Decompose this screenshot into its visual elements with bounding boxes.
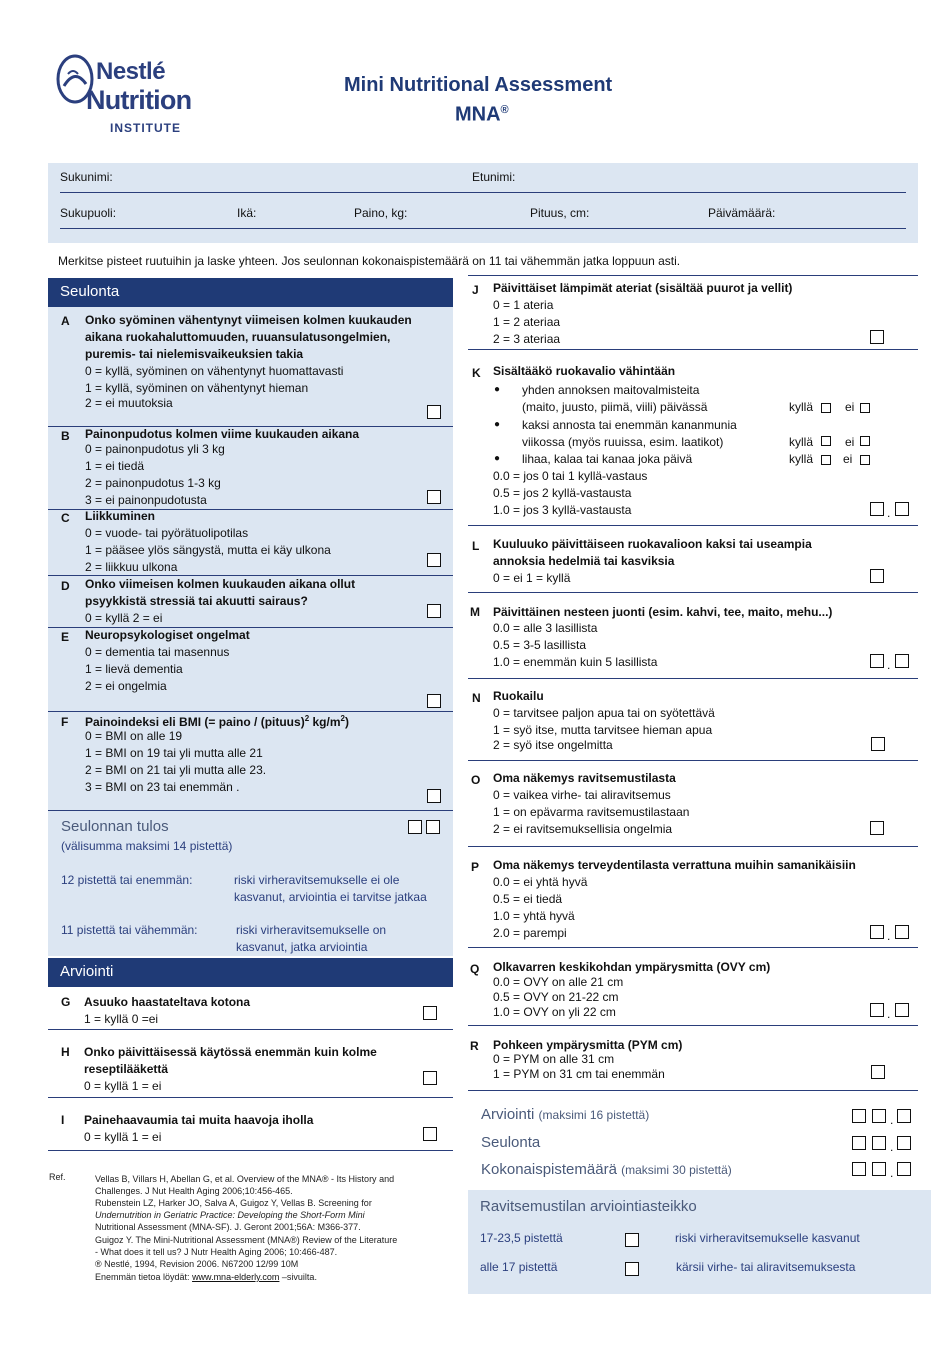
reference-line: Undernutrition in Geriatric Practice: Developing the Short-Form Mini: [95, 1210, 365, 1220]
ref-label: Ref.: [49, 1172, 66, 1182]
logo-nestle: Nestlé: [96, 58, 166, 85]
option: 0 = kyllä, syöminen on vähentynyt huomattavasti: [85, 364, 344, 378]
option: 0.5 = ei tiedä: [493, 892, 563, 906]
score-box-r[interactable]: [871, 1065, 885, 1079]
score-box-a[interactable]: [427, 405, 441, 419]
mna-label: MNA: [455, 103, 501, 126]
result-range-2: 11 pistettä tai vähemmän:: [61, 923, 198, 937]
option: 0.5 = jos 2 kyllä-vastausta: [493, 486, 632, 500]
result-range-1: 12 pistettä tai enemmän:: [61, 873, 193, 887]
option: 1 = 2 ateriaa: [493, 315, 561, 329]
option: 1 = lievä dementia: [85, 662, 183, 676]
option: 1 = PYM on 31 cm tai enemmän: [493, 1067, 665, 1081]
option: lihaa, kalaa tai kanaa joka päivä: [522, 452, 693, 466]
option: 0 = tarvitsee paljon apua tai on syötettävä: [493, 706, 715, 720]
more-info-label: Enemmän tietoa löydät:: [95, 1272, 193, 1282]
option: 2 = ei muutoksia: [85, 396, 173, 410]
question-r-text: Pohkeen ympärysmitta (PYM cm): [493, 1038, 683, 1052]
question-letter: D: [61, 579, 70, 593]
superscript: 2: [340, 714, 345, 723]
checkbox-k2-ei[interactable]: [860, 436, 870, 446]
asteikko-title: Ravitsemustilan arviointiasteikko: [480, 1198, 697, 1215]
option: (maito, juusto, piimä, viili) päivässä: [522, 400, 708, 414]
score-box-d[interactable]: [427, 604, 441, 618]
reference-line: Nutritional Assessment (MNA-SF). J. Geront 2001;56A: M366-377.: [95, 1222, 361, 1232]
option: 1.0 = jos 3 kyllä-vastausta: [493, 503, 632, 517]
question-i-text: Painehaavaumia tai muita haavoja iholla: [84, 1113, 314, 1127]
question-letter: R: [470, 1039, 479, 1053]
question-h-text: Onko päivittäisessä käytössä enemmän kuin kolme: [84, 1045, 377, 1059]
total-seulonta-box-1[interactable]: [852, 1136, 866, 1150]
score-box-o[interactable]: [870, 821, 884, 835]
question-b-text: Painonpudotus kolmen viime kuukauden aikana: [85, 427, 360, 441]
arviointi-total-title: Arviointi: [481, 1106, 535, 1123]
score-box-c[interactable]: [427, 553, 441, 567]
option: 0 = vuode- tai pyörätuolipotilas: [85, 526, 249, 540]
nestle-logo: [52, 52, 212, 138]
option: kaksi annosta tai enemmän kananmunia: [522, 418, 737, 432]
mna-website-link[interactable]: www.mna-elderly.com: [192, 1272, 280, 1282]
seulonta-header: Seulonta: [48, 278, 453, 307]
bmi-label: Painoindeksi eli BMI (= paino / (pituus): [85, 715, 305, 729]
option: 0 = kyllä 1 = ei: [84, 1079, 162, 1093]
score-box-p-2[interactable]: [895, 925, 909, 939]
divider: [60, 192, 906, 193]
question-a-text: puremis- tai nielemisvaikeuksien takia: [85, 347, 304, 361]
question-c-text: Liikkuminen: [85, 509, 156, 523]
option: 0 = dementia tai masennus: [85, 645, 230, 659]
more-info-suffix: –sivuilta.: [279, 1272, 317, 1282]
seulonnan-tulos-title: Seulonnan tulos: [61, 818, 169, 835]
question-letter: M: [470, 605, 480, 619]
question-f-text: [85, 712, 349, 729]
score-box-k-1[interactable]: [870, 502, 884, 516]
option: yhden annoksen maitovalmisteita: [522, 383, 700, 397]
asteikko-range-2: alle 17 pistettä: [480, 1260, 558, 1274]
divider: [468, 1025, 918, 1026]
question-letter: H: [61, 1045, 70, 1059]
option: 0.0 = OVY on alle 21 cm: [493, 975, 624, 989]
option: 2 = BMI on 21 tai yli mutta alle 23.: [85, 763, 267, 777]
question-o-text: Oma näkemys ravitsemustilasta: [493, 771, 676, 785]
option: 0.5 = 3-5 lasillista: [493, 638, 587, 652]
question-letter: E: [61, 630, 70, 644]
score-box-q-1[interactable]: [870, 1003, 884, 1017]
option: 2 = ei ravitsemuksellisia ongelmia: [493, 822, 673, 836]
sukupuoli-field[interactable]: Sukupuoli:: [60, 206, 117, 220]
decimal-point: .: [887, 506, 891, 520]
question-k-text: Sisältääkö ruokavalio vähintään: [493, 364, 676, 378]
option: 0 = kyllä 1 = ei: [84, 1130, 162, 1144]
question-n-text: Ruokailu: [493, 689, 544, 703]
score-box-i[interactable]: [423, 1127, 437, 1141]
question-letter: J: [472, 283, 479, 297]
total-koko-box-2[interactable]: [872, 1162, 886, 1176]
score-box-k-2[interactable]: [895, 502, 909, 516]
ika-field[interactable]: Ikä:: [237, 206, 257, 220]
reference-line: - What does it tell us? J Nutr Health Aging 2006; 10:466-487.: [95, 1247, 338, 1257]
question-letter: Q: [470, 962, 480, 976]
paino-field[interactable]: Paino, kg:: [354, 206, 408, 220]
score-box-m-2[interactable]: [895, 654, 909, 668]
total-seulonta-box-3[interactable]: [897, 1136, 911, 1150]
subtotal-box-2[interactable]: [426, 820, 440, 834]
option: 0.0 = alle 3 lasillista: [493, 621, 598, 635]
divider: [468, 1090, 918, 1091]
divider: [48, 810, 453, 811]
kylla-label: kyllä: [789, 435, 814, 449]
kylla-label: kyllä: [789, 400, 814, 414]
ei-label: ei: [843, 452, 853, 466]
question-letter: C: [61, 511, 70, 525]
decimal-point: .: [887, 929, 891, 943]
option: 1.0 = OVY on yli 22 cm: [493, 1005, 616, 1019]
option: 1 = ei tiedä: [85, 459, 145, 473]
checkbox-k1-ei[interactable]: [860, 403, 870, 413]
option: 1 = pääsee ylös sängystä, mutta ei käy ulkona: [85, 543, 331, 557]
question-e-text: Neuropsykologiset ongelmat: [85, 628, 250, 642]
option: 1.0 = yhtä hyvä: [493, 909, 575, 923]
option: 1.0 = enemmän kuin 5 lasillista: [493, 655, 658, 669]
bullet-icon: ●: [494, 419, 501, 430]
question-p-text: Oma näkemys terveydentilasta verrattuna muihin samanikäisiin: [493, 858, 856, 872]
question-letter: O: [471, 773, 481, 787]
question-letter: G: [61, 995, 71, 1009]
score-box-j[interactable]: [870, 330, 884, 344]
question-letter: B: [61, 429, 70, 443]
decimal-point: .: [890, 1140, 894, 1154]
total-arviointi-label: [481, 1106, 649, 1123]
reference-line: ® Nestlé, 1994, Revision 2006. N67200 12/99 10M: [95, 1259, 299, 1269]
question-l-text: annoksia hedelmiä tai kasviksia: [493, 554, 675, 568]
divider: [468, 592, 918, 593]
bullet-icon: ●: [494, 384, 501, 395]
asteikko-text-2: kärsii virhe- tai aliravitsemuksesta: [676, 1260, 856, 1274]
asteikko-box-2[interactable]: [625, 1262, 639, 1276]
option: 2 = ei ongelmia: [85, 679, 167, 693]
total-koko-box-1[interactable]: [852, 1162, 866, 1176]
question-g-text: Asuuko haastateltava kotona: [84, 995, 251, 1009]
score-box-q-2[interactable]: [895, 1003, 909, 1017]
divider: [468, 846, 918, 847]
divider: [468, 349, 918, 350]
score-box-n[interactable]: [871, 737, 885, 751]
instruction-text: Merkitse pisteet ruutuihin ja laske yhteen. Jos seulonnan kokonaispistemäärä on 11 tai vähemmän jatka loppuun asti.: [58, 254, 681, 268]
question-d-text: Onko viimeisen kolmen kuukauden aikana ollut: [85, 577, 356, 591]
registered-mark: ®: [500, 104, 509, 116]
asteikko-text-1: riski virheravitsemukselle kasvanut: [675, 1231, 860, 1245]
option: 2 = liikkuu ulkona: [85, 560, 178, 574]
question-letter: A: [61, 314, 70, 328]
option: 1 = on epävarma ravitsemustilastaan: [493, 805, 690, 819]
question-d-text: psyykkistä stressiä tai akuutti sairaus?: [85, 594, 308, 608]
bullet-icon: ●: [494, 453, 501, 464]
total-seulonta-label: Seulonta: [481, 1134, 541, 1151]
option: 0 = ei 1 = kyllä: [493, 571, 571, 585]
sukunimi-field[interactable]: Sukunimi:: [60, 170, 113, 184]
score-box-b[interactable]: [427, 490, 441, 504]
divider: [468, 525, 918, 526]
option: 0 = BMI on alle 19: [85, 729, 183, 743]
question-l-text: Kuuluuko päivittäiseen ruokavalioon kaksi tai useampia: [493, 537, 812, 551]
ei-label: ei: [845, 435, 855, 449]
bmi-close: ): [344, 715, 349, 729]
koko-total-max: (maksimi 30 pistettä): [621, 1163, 732, 1177]
total-seulonta-box-2[interactable]: [872, 1136, 886, 1150]
kylla-label: kyllä: [789, 452, 814, 466]
question-letter: P: [471, 860, 480, 874]
divider: [48, 575, 453, 576]
koko-total-title: Kokonaispistemäärä: [481, 1161, 617, 1178]
page-subtitle: [455, 99, 509, 126]
divider: [60, 228, 906, 229]
result-text-1: riski virheravitsemukselle ei ole: [234, 873, 400, 887]
total-koko-box-3[interactable]: [897, 1162, 911, 1176]
total-arviointi-box-3[interactable]: [897, 1109, 911, 1123]
asteikko-box-1[interactable]: [625, 1233, 639, 1247]
subtotal-box-1[interactable]: [408, 820, 422, 834]
asteikko-range-1: 17-23,5 pistettä: [480, 1231, 563, 1245]
result-text-1: kasvanut, arviointia ei tarvitse jatkaa: [234, 890, 427, 904]
result-text-2: kasvanut, jatka arviointia: [236, 940, 368, 954]
divider: [48, 1029, 453, 1030]
decimal-point: .: [890, 1113, 894, 1127]
subtotal-note: (välisumma maksimi 14 pistettä): [61, 839, 233, 853]
page-title: Mini Nutritional Assessment: [344, 74, 613, 96]
option: 2 = syö itse ongelmitta: [493, 738, 613, 752]
question-letter: L: [472, 539, 480, 553]
option: 3 = ei painonpudotusta: [85, 493, 207, 507]
decimal-point: .: [887, 658, 891, 672]
result-text-2: riski virheravitsemukselle on: [236, 923, 387, 937]
superscript: 2: [304, 714, 310, 723]
option: 0 = PYM on alle 31 cm: [493, 1052, 615, 1066]
reference-line: Challenges. J Nut Health Aging 2006;10:456-465.: [95, 1186, 293, 1196]
decimal-point: .: [887, 1007, 891, 1021]
option: 1 = kyllä, syöminen on vähentynyt hieman: [85, 381, 309, 395]
option: 2.0 = parempi: [493, 926, 567, 940]
score-box-h[interactable]: [423, 1071, 437, 1085]
total-koko-label: [481, 1161, 732, 1178]
question-h-text: reseptilääkettä: [84, 1062, 169, 1076]
checkbox-k3-ei[interactable]: [860, 455, 870, 465]
total-arviointi-box-1[interactable]: [852, 1109, 866, 1123]
reference-line: Vellas B, Villars H, Abellan G, et al. Overview of the MNA® - Its History and: [95, 1174, 395, 1184]
reference-more-info: [95, 1271, 317, 1283]
option: 1 = kyllä 0 =ei: [84, 1012, 159, 1026]
logo-institute: INSTITUTE: [110, 121, 181, 135]
divider: [468, 947, 918, 948]
option: 0.0 = ei yhtä hyvä: [493, 875, 588, 889]
logo-nutrition: Nutrition: [86, 85, 192, 115]
reference-line: Guigoz Y. The Mini-Nutritional Assessment (MNA®) Review of the Literature: [95, 1235, 398, 1245]
question-letter: N: [472, 691, 481, 705]
question-letter: K: [472, 366, 481, 380]
arviointi-total-max: (maksimi 16 pistettä): [538, 1108, 650, 1122]
option: 2 = painonpudotus 1-3 kg: [85, 476, 221, 490]
question-letter: F: [61, 715, 69, 729]
checkbox-k2-kylla[interactable]: [821, 436, 831, 446]
divider: [468, 760, 918, 761]
option: 0 = painonpudotus yli 3 kg: [85, 442, 225, 456]
score-box-e[interactable]: [427, 694, 441, 708]
question-j-text: Päivittäiset lämpimät ateriat (sisältää puurot ja vellit): [493, 281, 793, 295]
question-a-text: Onko syöminen vähentynyt viimeisen kolmen kuukauden: [85, 313, 412, 327]
arviointi-header: Arviointi: [48, 958, 453, 987]
divider: [48, 1097, 453, 1098]
decimal-point: .: [890, 1166, 894, 1180]
score-box-p-1[interactable]: [870, 925, 884, 939]
option: 3 = BMI on 23 tai enemmän .: [85, 780, 240, 794]
question-a-text: aikana ruokahaluttomuuden, ruuansulatusongelmien,: [85, 330, 391, 344]
option: 0 = kyllä 2 = ei: [85, 611, 163, 625]
question-q-text: Olkavarren keskikohdan ympärysmitta (OVY cm): [493, 960, 771, 974]
pituus-field[interactable]: Pituus, cm:: [530, 206, 590, 220]
option: 0.0 = jos 0 tai 1 kyllä-vastaus: [493, 469, 648, 483]
option: 2 = 3 ateriaa: [493, 332, 561, 346]
score-box-f[interactable]: [427, 789, 441, 803]
option: viikossa (myös ruuissa, esim. laatikot): [522, 435, 724, 449]
score-box-g[interactable]: [423, 1006, 437, 1020]
question-m-text: Päivittäinen nesteen juonti (esim. kahvi, tee, maito, mehu...): [493, 605, 833, 619]
checkbox-k1-kylla[interactable]: [821, 403, 831, 413]
etunimi-field[interactable]: Etunimi:: [472, 170, 516, 184]
score-box-m-1[interactable]: [870, 654, 884, 668]
option: 0 = 1 ateria: [493, 298, 554, 312]
option: 1 = syö itse, mutta tarvitsee hieman apua: [493, 723, 713, 737]
option: 0.5 = OVY on 21-22 cm: [493, 990, 619, 1004]
divider: [468, 275, 918, 276]
option: 1 = BMI on 19 tai yli mutta alle 21: [85, 746, 263, 760]
divider: [468, 678, 918, 679]
ei-label: ei: [845, 400, 855, 414]
option: 0 = vaikea virhe- tai aliravitsemus: [493, 788, 671, 802]
total-arviointi-box-2[interactable]: [872, 1109, 886, 1123]
score-box-l[interactable]: [870, 569, 884, 583]
checkbox-k3-kylla[interactable]: [821, 455, 831, 465]
divider: [48, 1150, 453, 1151]
bmi-unit: kg/m: [309, 715, 341, 729]
paivamaara-field[interactable]: Päivämäärä:: [708, 206, 776, 220]
reference-line: Rubenstein LZ, Harker JO, Salva A, Guigoz Y, Vellas B. Screening for: [95, 1198, 372, 1208]
question-letter: I: [61, 1113, 65, 1127]
